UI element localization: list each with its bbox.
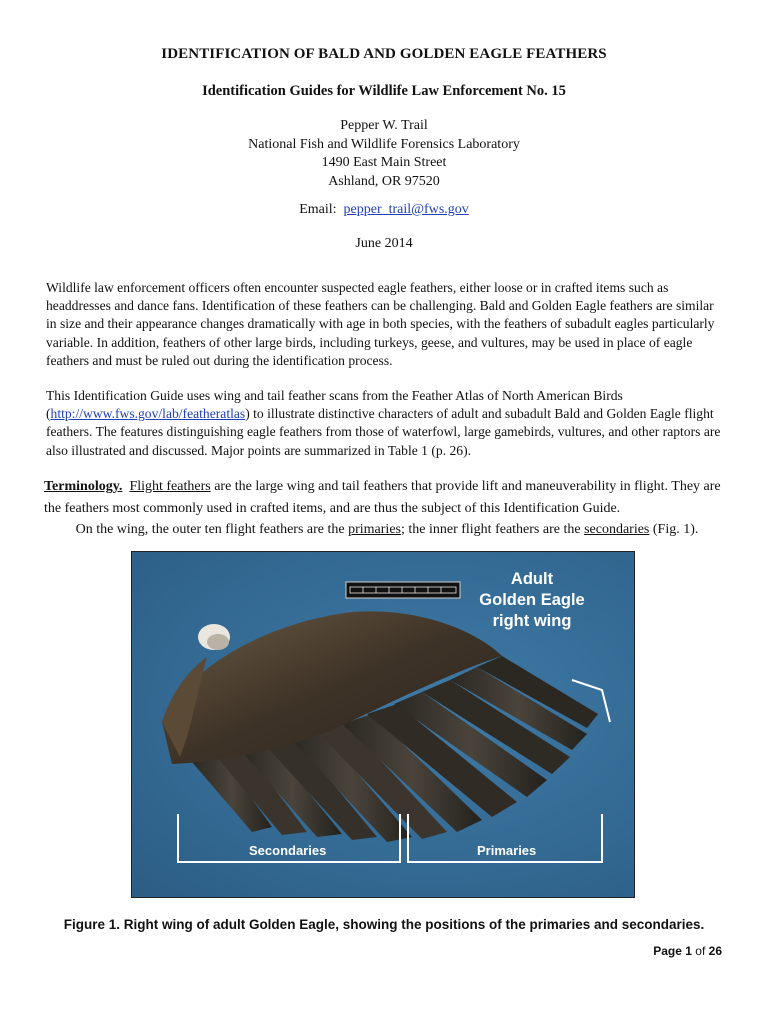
terminology-text-2: On the wing, the outer ten flight feathers are the — [75, 522, 349, 537]
figure-title-line-3: right wing — [492, 612, 572, 630]
terminology-paragraph — [44, 476, 730, 541]
author-city: Ashland, OR 97520 — [328, 173, 440, 189]
figure-title-line-2: Golden Eagle — [479, 591, 585, 609]
terminology-heading: Terminology. — [44, 479, 123, 494]
term-secondaries: secondaries — [584, 522, 650, 537]
terminology-text-4: (Fig. 1). — [649, 522, 699, 537]
page-number — [653, 944, 722, 958]
figure-eagle-wing — [131, 551, 635, 898]
terminology-text-1: are the large wing and tail feathers that provide lift and maneuverability in flight. They are the feathers most commonly used in crafted items, and are thus the subject of this Identification Guide. — [44, 479, 721, 516]
publication-date: June 2014 — [355, 236, 413, 251]
document-subtitle: Identification Guides for Wildlife Law Enforcement No. 15 — [202, 83, 566, 99]
scale-bar — [346, 582, 460, 598]
figure-caption: Figure 1. Right wing of adult Golden Eagle, showing the positions of the primaries and secondaries. — [63, 917, 705, 932]
figure-title — [452, 569, 612, 632]
author-block — [0, 117, 768, 191]
email-label: Email: — [299, 202, 337, 217]
guide-paragraph — [46, 387, 726, 460]
email-link[interactable]: pepper_trail@fws.gov — [343, 202, 469, 217]
page-label: Page — [653, 944, 682, 958]
email-line — [0, 202, 768, 218]
term-primaries: primaries — [348, 522, 401, 537]
author-name: Pepper W. Trail — [340, 118, 428, 133]
terminology-text-3: ; the inner flight feathers are the — [400, 522, 585, 537]
guide-paragraph-text-a: This Identification Guide uses wing and tail feather scans from the Feather Atlas of North American Birds ( — [46, 388, 623, 422]
feather-atlas-link[interactable]: http://www.fws.gov/lab/featheratlas — [50, 406, 246, 422]
term-flight-feathers: Flight feathers — [129, 479, 211, 494]
intro-paragraph: Wildlife law enforcement officers often encounter suspected eagle feathers, either loose or in crafted items such as headdresses and dance fans. Identification of these feathers can be challenging. Bald and Golden Eagle feathers are similar in size and their appearance changes dramatically with age in both species, with the feathers of subadult eagles particularly variable. In addition, feathers of other large birds, including turkeys, geese, and vultures, may be used in place of eagle feathers and must be ruled out during the identification process. — [46, 280, 715, 368]
page-total: 26 — [708, 944, 722, 958]
label-secondaries: Secondaries — [249, 843, 327, 858]
label-primaries: Primaries — [477, 843, 537, 858]
figure-title-line-1: Adult — [510, 570, 554, 588]
page-of-label: of — [695, 944, 706, 958]
guide-paragraph-text-b: ) to illustrate distinctive characters of adult and subadult Bald and Golden Eagle flight feathers. The features distinguishing eagle feathers from those of waterfowl, large gamebirds, vultures, and other raptors are also illustrated and discussed. Major points are summarized in Table 1 (p. 26). — [46, 406, 721, 458]
terminology-last-line — [44, 519, 730, 541]
document-title: IDENTIFICATION OF BALD AND GOLDEN EAGLE FEATHERS — [161, 46, 607, 62]
author-street: 1490 East Main Street — [321, 155, 447, 170]
author-organization: National Fish and Wildlife Forensics Laboratory — [248, 136, 520, 152]
page-current: 1 — [685, 944, 692, 958]
